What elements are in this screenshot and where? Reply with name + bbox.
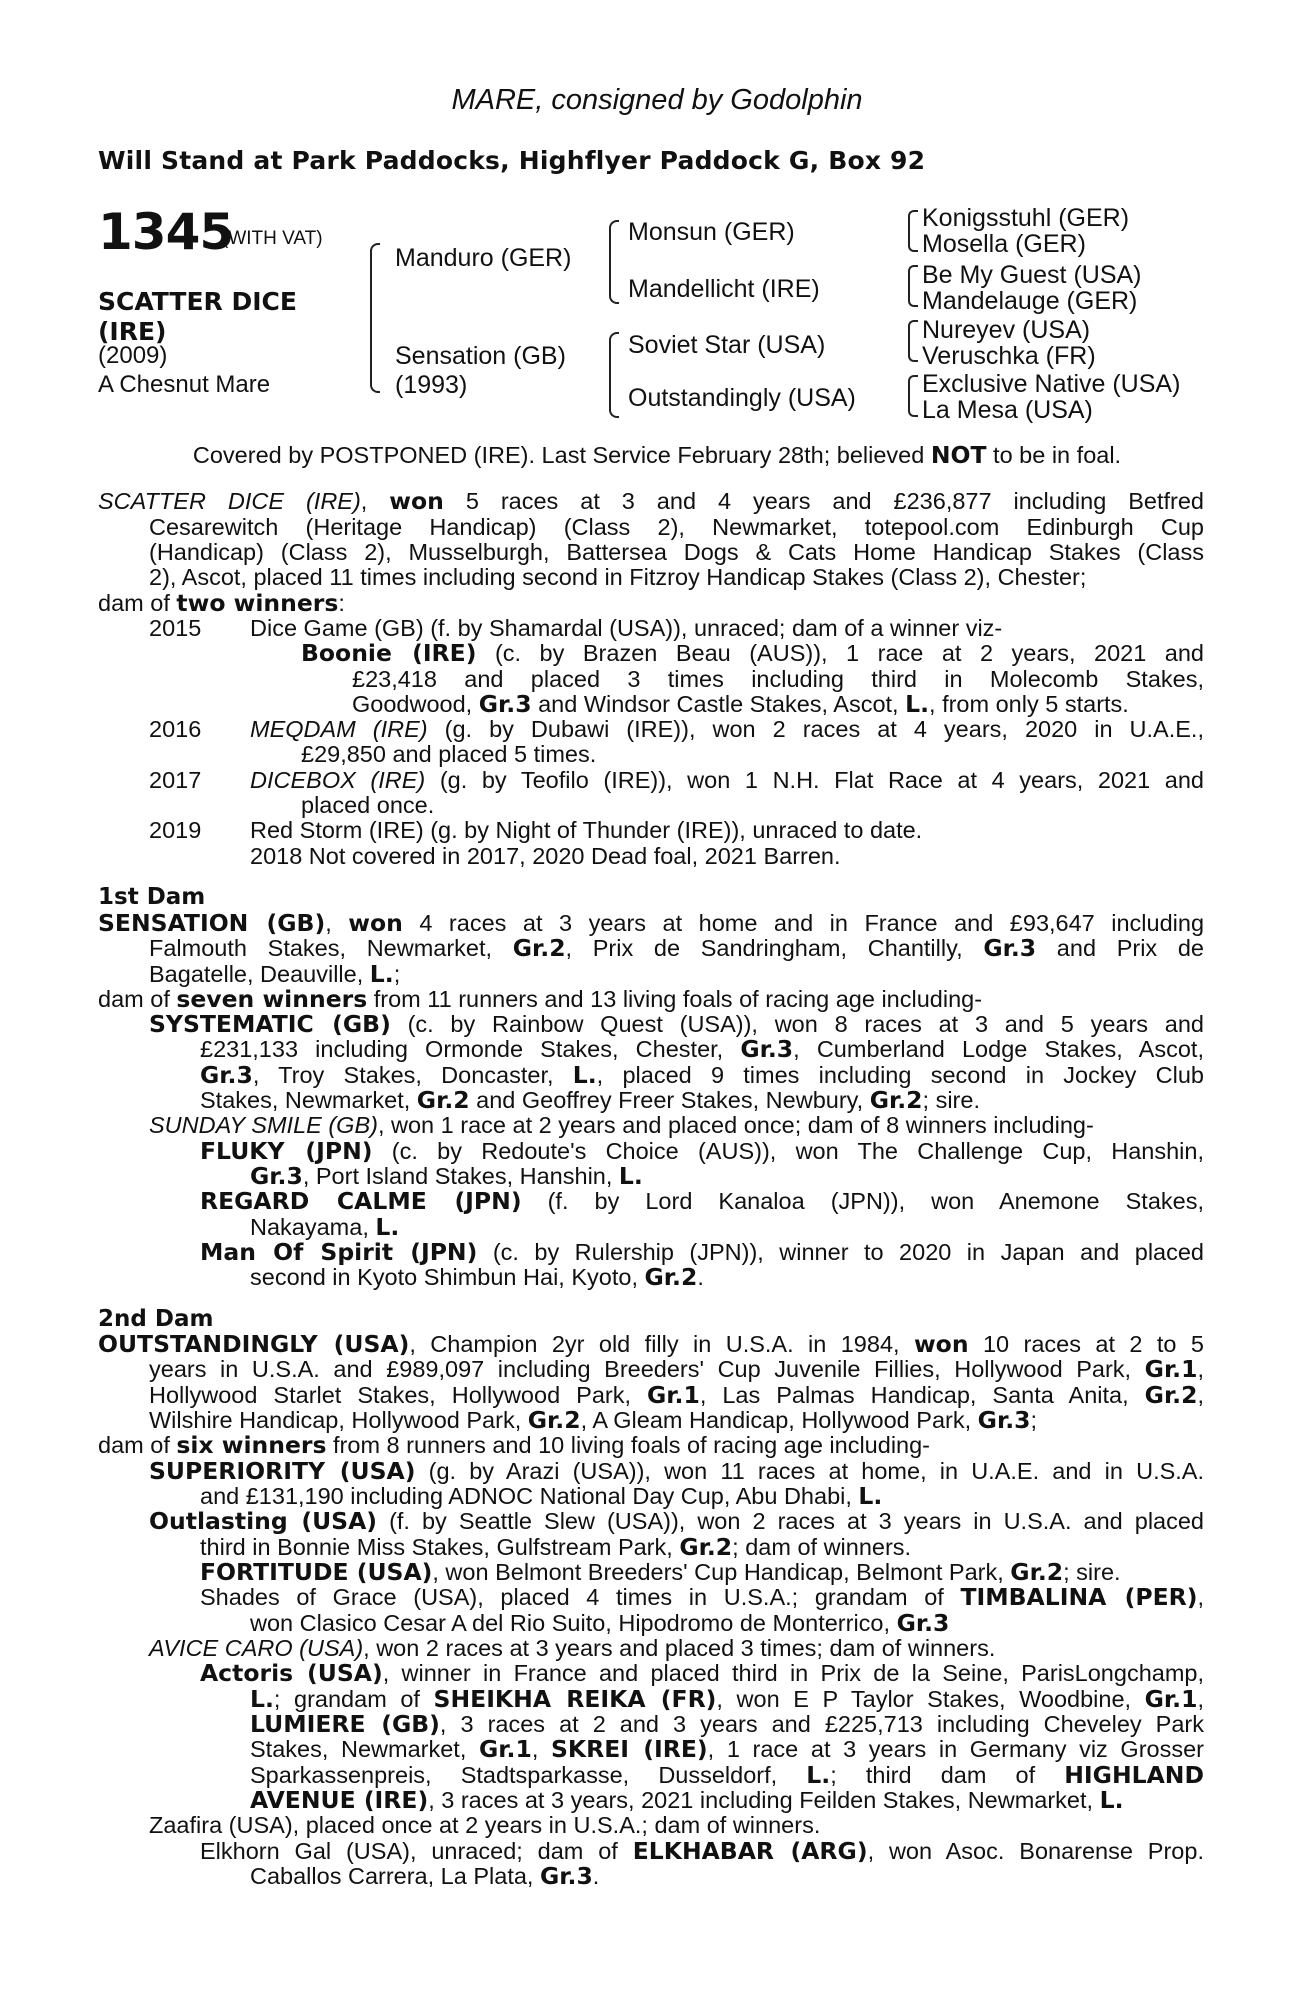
record-line: SCATTER DICE (IRE), won 5 races at 3 and 4 years and £236,877 including Betfred xyxy=(98,487,1204,515)
pedigree-gen3-8: La Mesa (USA) xyxy=(922,396,1093,424)
record-line: Wilshire Handicap, Hollywood Park, Gr.2, A Gleam Handicap, Hollywood Park, Gr.3; xyxy=(149,1406,1038,1434)
record-line: Gr.3, Troy Stakes, Doncaster, L., placed 9 times including second in Jockey Club xyxy=(200,1061,1204,1089)
pedigree-gen3-7: Exclusive Native (USA) xyxy=(922,370,1181,398)
record-line: FLUKY (JPN) (c. by Redoute's Choice (AUS)), won The Challenge Cup, Hanshin, xyxy=(200,1137,1204,1165)
record-line: Stakes, Newmarket, Gr.2 and Geoffrey Freer Stakes, Newbury, Gr.2; sire. xyxy=(200,1086,980,1114)
record-line: Man Of Spirit (JPN) (c. by Rulership (JPN)), winner to 2020 in Japan and placed xyxy=(200,1238,1204,1266)
record-line: Outlasting (USA) (f. by Seattle Slew (USA)), won 2 races at 3 years in U.S.A. and placed xyxy=(149,1507,1204,1535)
covering-text: Covered by POSTPONED (IRE). Last Service February 28th; believed xyxy=(192,442,931,468)
record-line: £23,418 and placed 3 times including third in Molecomb Stakes, xyxy=(352,666,1204,692)
pedigree-gen3-3: Be My Guest (USA) xyxy=(922,261,1142,289)
pedigree-gen2-4: Outstandingly (USA) xyxy=(628,384,856,412)
page-title: MARE, consigned by Godolphin xyxy=(451,84,863,116)
record-line: Falmouth Stakes, Newmarket, Gr.2, Prix de Sandringham, Chantilly, Gr.3 and Prix de xyxy=(149,934,1204,962)
record-line: Hollywood Starlet Stakes, Hollywood Park, Gr.1, Las Palmas Handicap, Santa Anita, Gr.2, xyxy=(149,1381,1204,1409)
record-line: LUMIERE (GB), 3 races at 2 and 3 years and £225,713 including Cheveley Park xyxy=(250,1710,1204,1738)
record-line: dam of seven winners from 11 runners and 13 living foals of racing age including- xyxy=(98,985,983,1013)
record-line: Goodwood, Gr.3 and Windsor Castle Stakes, Ascot, L., from only 5 starts. xyxy=(352,690,1129,718)
pedigree-dam: Sensation (GB) xyxy=(395,342,566,370)
covering-emphasis: NOT xyxy=(930,441,987,469)
record-line: DICEBOX (IRE) (g. by Teofilo (IRE)), won 1 N.H. Flat Race at 4 years, 2021 and xyxy=(250,767,1204,793)
record-line: dam of six winners from 8 runners and 10 living foals of racing age including- xyxy=(98,1431,931,1459)
produce-year: 2016 xyxy=(149,716,202,742)
pedigree-gen2-2: Mandellicht (IRE) xyxy=(628,275,820,303)
record-line: and £131,190 including ADNOC National Day Cup, Abu Dhabi, L. xyxy=(200,1482,883,1510)
record-line: SENSATION (GB), won 4 races at 3 years at home and in France and £93,647 including xyxy=(98,909,1205,937)
record-line: AVICE CARO (USA), won 2 races at 3 years and placed 3 times; dam of winners. xyxy=(149,1635,996,1661)
record-line: SUPERIORITY (USA) (g. by Arazi (USA)), won 11 races at home, in U.A.E. and in U.S.A. xyxy=(149,1457,1204,1485)
record-line: Nakayama, L. xyxy=(250,1213,400,1241)
pedigree-gen3-2: Mosella (GER) xyxy=(922,230,1086,258)
pedigree-gen3-4: Mandelauge (GER) xyxy=(922,287,1138,315)
record-line: Sparkassenpreis, Stadtsparkasse, Dusseldorf, L.; third dam of HIGHLAND xyxy=(250,1761,1204,1789)
produce-year: 2015 xyxy=(149,615,202,641)
record-line: AVENUE (IRE), 3 races at 3 years, 2021 including Feilden Stakes, Newmarket, L. xyxy=(250,1786,1124,1814)
vat-label: (WITH VAT) xyxy=(222,228,323,249)
record-line: Red Storm (IRE) (g. by Night of Thunder (IRE)), unraced to date. xyxy=(250,817,923,843)
record-line: (Handicap) (Class 2), Musselburgh, Battersea Dogs & Cats Home Handicap Stakes (Class xyxy=(149,539,1204,565)
record-line: third in Bonnie Miss Stakes, Gulfstream Park, Gr.2; dam of winners. xyxy=(200,1533,912,1561)
record-line: Shades of Grace (USA), placed 4 times in U.S.A.; grandam of TIMBALINA (PER), xyxy=(200,1583,1205,1611)
record-line: dam of two winners: xyxy=(98,589,345,617)
record-line: second in Kyoto Shimbun Hai, Kyoto, Gr.2. xyxy=(250,1263,704,1291)
lot-number: 1345 xyxy=(98,203,234,261)
record-line: placed once. xyxy=(301,792,435,818)
horse-name: SCATTER DICE xyxy=(98,287,297,316)
record-line: 2018 Not covered in 2017, 2020 Dead foal, 2021 Barren. xyxy=(250,843,841,869)
produce-year: 2017 xyxy=(149,767,202,793)
record-line: Bagatelle, Deauville, L.; xyxy=(149,960,401,988)
record-line: SUNDAY SMILE (GB), won 1 race at 2 years and placed once; dam of 8 winners including- xyxy=(149,1112,1094,1138)
record-line: FORTITUDE (USA), won Belmont Breeders' Cup Handicap, Belmont Park, Gr.2; sire. xyxy=(200,1558,1121,1586)
pedigree-gen3-1: Konigsstuhl (GER) xyxy=(922,204,1130,232)
horse-year: (2009) xyxy=(98,342,168,369)
record-line: Elkhorn Gal (USA), unraced; dam of ELKHABAR (ARG), won Asoc. Bonarense Prop. xyxy=(200,1837,1204,1865)
record-line: SYSTEMATIC (GB) (c. by Rainbow Quest (USA)), won 8 races at 3 and 5 years and xyxy=(149,1010,1204,1038)
record-line: Zaafira (USA), placed once at 2 years in U.S.A.; dam of winners. xyxy=(149,1812,821,1838)
section-heading-second-dam: 2nd Dam xyxy=(98,1306,214,1332)
record-line: won Clasico Cesar A del Rio Suito, Hipodromo de Monterrico, Gr.3 xyxy=(250,1609,950,1637)
record-line: Boonie (IRE) (c. by Brazen Beau (AUS)), 1 race at 2 years, 2021 and xyxy=(301,639,1204,667)
record-line: REGARD CALME (JPN) (f. by Lord Kanaloa (JPN)), won Anemone Stakes, xyxy=(200,1187,1204,1215)
record-line: £29,850 and placed 5 times. xyxy=(301,741,597,767)
record-line: L.; grandam of SHEIKHA REIKA (FR), won E P Taylor Stakes, Woodbine, Gr.1, xyxy=(250,1685,1204,1713)
pedigree-gen2-3: Soviet Star (USA) xyxy=(628,331,826,359)
stand-location: Will Stand at Park Paddocks, Highflyer Paddock G, Box 92 xyxy=(98,146,926,175)
horse-description: A Chesnut Mare xyxy=(98,371,271,398)
covering-text-end: to be in foal. xyxy=(986,442,1122,468)
record-line: Actoris (USA), winner in France and placed third in Prix de la Seine, ParisLongchamp, xyxy=(200,1659,1205,1687)
record-line: 2), Ascot, placed 11 times including second in Fitzroy Handicap Stakes (Class 2), Chester; xyxy=(149,564,1087,590)
record-line: Cesarewitch (Heritage Handicap) (Class 2), Newmarket, totepool.com Edinburgh Cup xyxy=(149,514,1204,540)
record-line: MEQDAM (IRE) (g. by Dubawi (IRE)), won 2 races at 4 years, 2020 in U.A.E., xyxy=(250,716,1204,742)
record-line: £231,133 including Ormonde Stakes, Chester, Gr.3, Cumberland Lodge Stakes, Ascot, xyxy=(200,1035,1204,1063)
pedigree-gen3-5: Nureyev (USA) xyxy=(922,316,1091,344)
horse-origin: (IRE) xyxy=(98,317,167,346)
record-line: Dice Game (GB) (f. by Shamardal (USA)), unraced; dam of a winner viz- xyxy=(250,615,1003,641)
record-line: Stakes, Newmarket, Gr.1, SKREI (IRE), 1 race at 3 years in Germany viz Grosser xyxy=(250,1735,1204,1763)
section-heading-first-dam: 1st Dam xyxy=(98,884,206,910)
record-line: Caballos Carrera, La Plata, Gr.3. xyxy=(250,1862,600,1890)
pedigree-gen3-6: Veruschka (FR) xyxy=(922,342,1096,370)
record-line: Gr.3, Port Island Stakes, Hanshin, L. xyxy=(250,1162,643,1190)
produce-year: 2019 xyxy=(149,817,202,843)
pedigree-dam-year: (1993) xyxy=(395,371,468,399)
record-line: OUTSTANDINGLY (USA), Champion 2yr old filly in U.S.A. in 1984, won 10 races at 2 to 5 xyxy=(98,1330,1204,1358)
pedigree-gen2-1: Monsun (GER) xyxy=(628,218,795,246)
record-line: years in U.S.A. and £989,097 including Breeders' Cup Juvenile Fillies, Hollywood Park, Gr.1, xyxy=(149,1355,1204,1383)
pedigree-sire: Manduro (GER) xyxy=(395,244,572,272)
